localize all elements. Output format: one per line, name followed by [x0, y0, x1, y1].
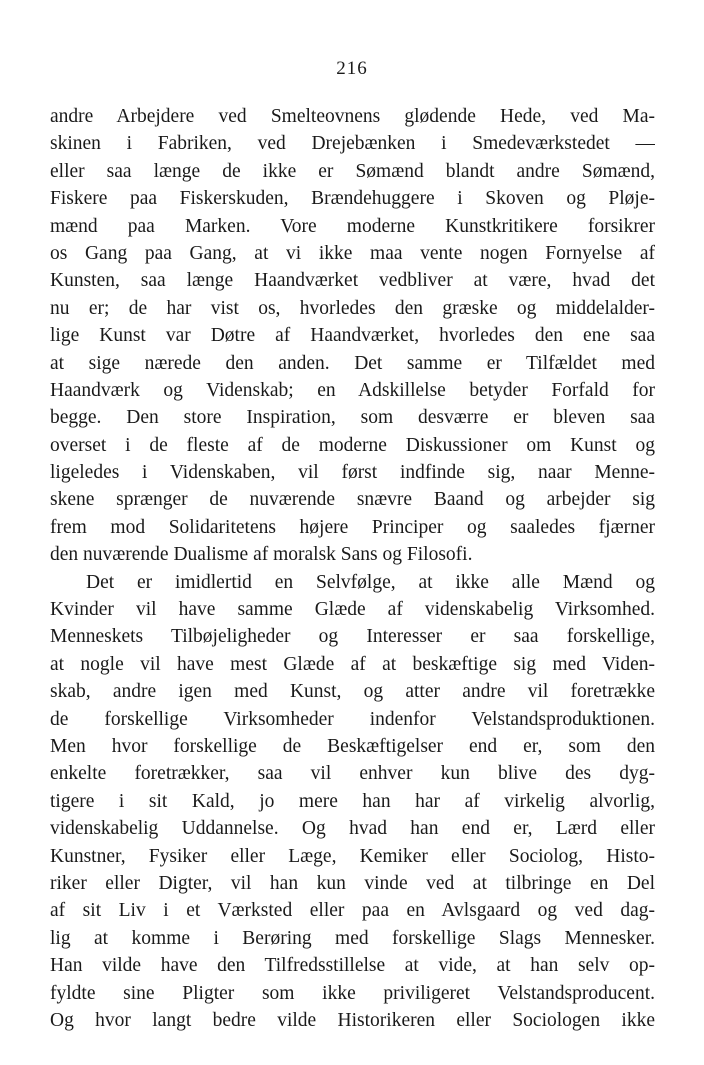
text-line: lige Kunst var Døtre af Haandværket, hvorledes den ene saa [50, 325, 655, 347]
text-line: skene sprænger de nuværende snævre Baand og arbejder sig [50, 489, 655, 511]
text-line: nu er; de har vist os, hvorledes den græske og middelalder- [50, 297, 655, 319]
text-line: Kunsten, saa længe Haandværket vedbliver at være, hvad det [50, 270, 655, 292]
text-line: begge. Den store Inspiration, som desværre er bleven saa [50, 407, 655, 429]
text-line: skinen i Fabriken, ved Drejebænken i Smedeværkstedet — [50, 133, 655, 155]
text-line: Og hvor langt bedre vilde Historikeren eller Sociologen ikke [50, 1009, 655, 1031]
text-line: os Gang paa Gang, at vi ikke maa vente nogen Fornyelse af [50, 242, 655, 264]
text-line: fyldte sine Pligter som ikke priviligeret Velstandsproducent. [50, 982, 655, 1004]
text-line: Det er imidlertid en Selvfølge, at ikke alle Mænd og [86, 571, 655, 593]
text-line: riker eller Digter, vil han kun vinde ved at tilbringe en Del [50, 872, 655, 894]
text-line: Fiskere paa Fiskerskuden, Brændehuggere i Skoven og Pløje- [50, 188, 655, 210]
body-text [50, 103, 655, 1034]
text-line: Men hvor forskellige de Beskæftigelser end er, som den [50, 735, 655, 757]
text-line: skab, andre igen med Kunst, og atter andre vil foretrække [50, 681, 655, 703]
text-line: de forskellige Virksomheder indenfor Velstandsproduktionen. [50, 708, 655, 730]
text-line: Haandværk og Videnskab; en Adskillelse betyder Forfald for [50, 379, 655, 401]
text-line: at sige nærede den anden. Det samme er Tilfældet med [50, 352, 655, 374]
text-line: andre Arbejdere ved Smelteovnens glødende Hede, ved Ma- [50, 106, 655, 127]
text-line: Kunstner, Fysiker eller Læge, Kemiker eller Sociolog, Histo- [50, 845, 655, 867]
text-line: mænd paa Marken. Vore moderne Kunstkritikere forsikrer [50, 215, 655, 237]
text-line: tigere i sit Kald, jo mere han har af virkelig alvorlig, [50, 790, 655, 812]
text-line: lig at komme i Berøring med forskellige Slags Mennesker. [50, 927, 655, 949]
paragraph [50, 569, 655, 1035]
text-line: at nogle vil have mest Glæde af at beskæftige sig med Viden- [50, 653, 655, 675]
text-line: af sit Liv i et Værksted eller paa en Avlsgaard og ved dag- [50, 900, 655, 922]
text-line: den nuværende Dualisme af moralsk Sans og Filosofi. [50, 544, 473, 566]
text-line: Kvinder vil have samme Glæde af videnskabelig Virksomhed. [50, 599, 655, 621]
text-line: Han vilde have den Tilfredsstillelse at vide, at han selv op- [50, 955, 655, 977]
text-line: enkelte foretrækker, saa vil enhver kun blive des dyg- [50, 763, 655, 785]
text-line: overset i de fleste af de moderne Diskussioner om Kunst og [50, 434, 655, 456]
text-line: ligeledes i Videnskaben, vil først indfinde sig, naar Menne- [50, 462, 655, 484]
page-number: 216 [336, 58, 368, 79]
text-line: Menneskets Tilbøjeligheder og Interesser er saa forskellige, [50, 626, 655, 648]
text-line: videnskabelig Uddannelse. Og hvad han end er, Lærd eller [50, 818, 655, 840]
text-line: eller saa længe de ikke er Sømænd blandt andre Sømænd, [50, 160, 655, 182]
text-line: frem mod Solidaritetens højere Principer og saaledes fjærner [50, 516, 655, 538]
paragraph [50, 103, 655, 569]
